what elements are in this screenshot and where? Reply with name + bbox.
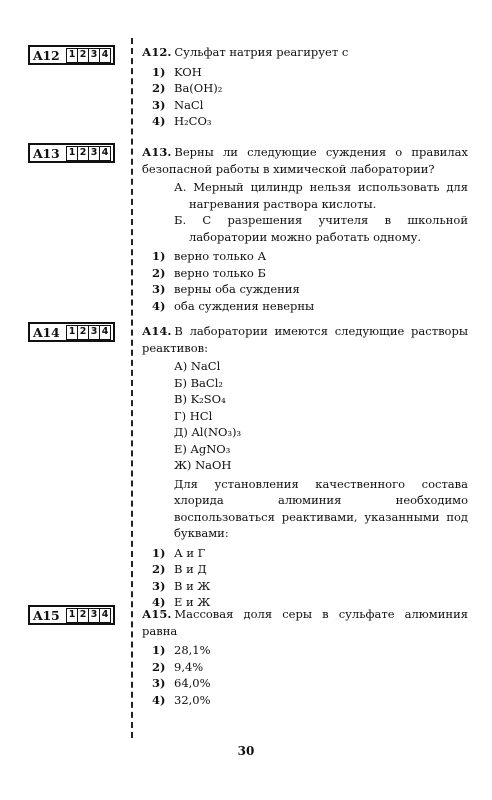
option-text: 28,1%: [174, 643, 211, 657]
question-label: А13.: [142, 145, 172, 159]
question-a12: [142, 44, 468, 130]
answer-cell[interactable]: 1: [66, 146, 78, 161]
question-label: А14.: [142, 324, 172, 338]
option-number: 3): [152, 282, 166, 296]
answer-option[interactable]: [152, 80, 468, 97]
answer-option[interactable]: [152, 64, 468, 81]
answer-cell[interactable]: 2: [77, 608, 89, 623]
question-text: Сульфат натрия реагирует с: [174, 45, 349, 59]
option-number: 3): [152, 676, 166, 690]
answer-box-a12: [28, 45, 115, 65]
answer-cells: [67, 48, 111, 63]
answer-options: [142, 248, 468, 314]
page-number: 30: [237, 744, 255, 758]
option-text: 9,4%: [174, 659, 204, 674]
answer-cell[interactable]: 3: [88, 48, 100, 63]
option-number: 1): [152, 249, 166, 263]
reagent-list: [142, 358, 468, 474]
question-stem: [142, 606, 468, 639]
option-number: 2): [152, 659, 166, 674]
answer-options: [142, 545, 468, 611]
answer-cell[interactable]: 2: [77, 146, 89, 161]
answer-options: [142, 642, 468, 708]
option-text: KOH: [174, 64, 202, 79]
reagent-item: Ж) NaOH: [174, 458, 232, 472]
option-text: В и Д: [174, 562, 207, 576]
answer-cell[interactable]: 2: [77, 48, 89, 63]
statement: А. Мерный цилиндр нельзя использовать для нагревания раствора кислоты.: [174, 180, 468, 211]
option-text: 32,0%: [174, 692, 211, 707]
answer-option[interactable]: [152, 642, 468, 659]
answer-cell[interactable]: 4: [99, 146, 111, 161]
answer-cells: [67, 608, 111, 623]
statement: Б. С разрешения учителя в школьной лаборатории можно работать одному.: [174, 213, 468, 244]
option-text: верны оба суждения: [174, 282, 300, 296]
statements: [142, 179, 468, 245]
option-number: 2): [152, 562, 166, 576]
answer-option[interactable]: [152, 248, 468, 265]
answer-option[interactable]: [152, 545, 468, 562]
answer-cell[interactable]: 1: [66, 325, 78, 340]
question-a15: [142, 606, 468, 708]
option-number: 4): [152, 692, 166, 707]
answer-box-a15: [28, 605, 115, 625]
answer-option[interactable]: [152, 561, 468, 578]
option-number: 1): [152, 545, 166, 560]
answer-box-a13: [28, 143, 115, 163]
answer-options: [142, 64, 468, 130]
option-number: 2): [152, 265, 166, 280]
reagent-item: Г) HCl: [174, 408, 213, 423]
reagent-item: Б) BaCl₂: [174, 375, 223, 390]
option-number: 3): [152, 97, 166, 112]
option-text: верно только Б: [174, 265, 266, 280]
answer-option[interactable]: [152, 97, 468, 114]
answer-option[interactable]: [152, 659, 468, 676]
reagent-item: Д) Al(NO₃)₃: [174, 425, 242, 439]
question-label: А15.: [142, 607, 172, 621]
option-number: 2): [152, 81, 166, 95]
answer-cell[interactable]: 4: [99, 325, 111, 340]
answer-cells: [67, 146, 111, 161]
reagent-item: В) K₂SO₄: [174, 392, 226, 406]
answer-box-a14: [28, 322, 115, 342]
option-text: Е и Ж: [174, 595, 211, 609]
question-stem: [142, 144, 468, 177]
answer-option[interactable]: [152, 265, 468, 282]
option-text: 64,0%: [174, 676, 211, 690]
option-text: Ba(OH)₂: [174, 81, 223, 95]
option-text: В и Ж: [174, 578, 211, 593]
option-text: NaCl: [174, 97, 204, 112]
option-number: 4): [152, 595, 166, 609]
answer-option[interactable]: [152, 298, 468, 315]
option-number: 3): [152, 578, 166, 593]
option-number: 4): [152, 114, 166, 128]
answer-cell[interactable]: 4: [99, 608, 111, 623]
option-number: 1): [152, 64, 166, 79]
answer-cell[interactable]: 1: [66, 608, 78, 623]
question-label: А12.: [142, 45, 172, 59]
answer-option[interactable]: [152, 113, 468, 130]
answer-cell[interactable]: 2: [77, 325, 89, 340]
answer-box-id: A15: [33, 607, 60, 623]
option-text: H₂CO₃: [174, 114, 212, 128]
answer-box-id: A14: [33, 324, 60, 340]
question-text: Массовая доля серы в сульфате алюминия равна: [142, 607, 468, 638]
answer-cells: [67, 325, 111, 340]
answer-box-id: A12: [33, 47, 60, 63]
question-a13: [142, 144, 468, 314]
question-paragraph: Для установления качественного состава хлорида алюминия необходимо воспользоваться реактивами, указанными под буквами:: [174, 476, 468, 540]
answer-option[interactable]: [152, 281, 468, 298]
question-stem: [142, 44, 468, 61]
option-text: А и Г: [174, 545, 206, 560]
option-number: 4): [152, 298, 166, 313]
option-number: 1): [152, 643, 166, 657]
answer-cell[interactable]: 1: [66, 48, 78, 63]
question-a14: [142, 323, 468, 611]
answer-cell[interactable]: 3: [88, 325, 100, 340]
option-text: оба суждения неверны: [174, 298, 315, 313]
answer-box-id: A13: [33, 145, 60, 161]
answer-option[interactable]: [152, 578, 468, 595]
reagent-item: Е) AgNO₃: [174, 441, 231, 456]
option-text: верно только А: [174, 249, 267, 263]
question-text: Верны ли следующие суждения о правилах безопасной работы в химической лаборатории?: [142, 145, 468, 176]
reagent-item: А) NaCl: [174, 359, 221, 373]
answer-cell[interactable]: 4: [99, 48, 111, 63]
answer-option[interactable]: [152, 692, 468, 709]
answer-option[interactable]: [152, 675, 468, 692]
answer-cell[interactable]: 3: [88, 146, 100, 161]
question-stem: [142, 323, 468, 356]
answer-cell[interactable]: 3: [88, 608, 100, 623]
dashed-separator: [131, 38, 133, 738]
question-text: В лаборатории имеются следующие растворы реактивов:: [142, 324, 468, 355]
